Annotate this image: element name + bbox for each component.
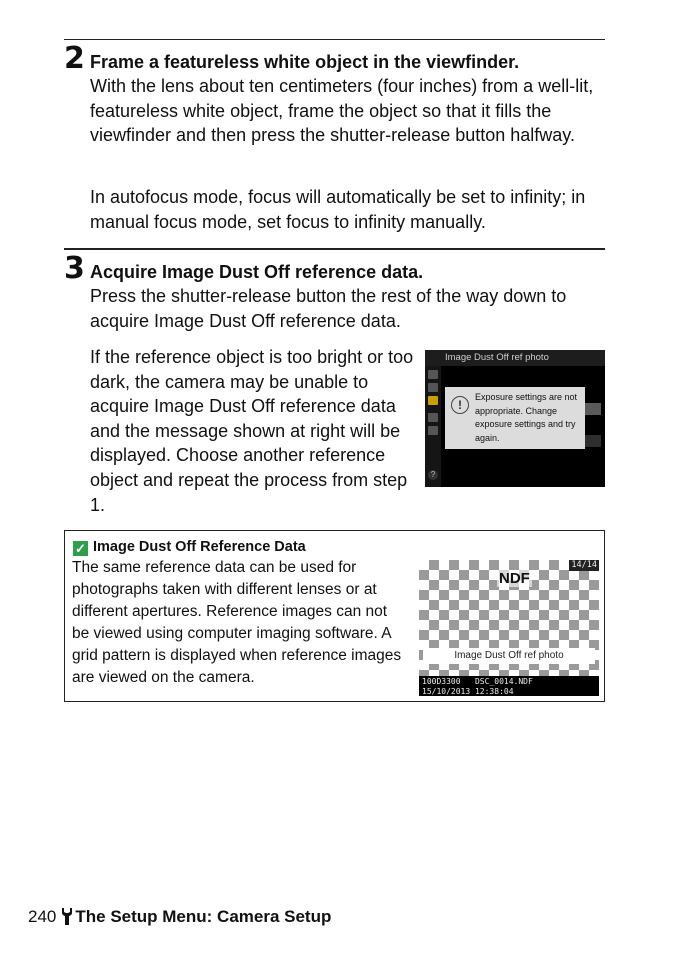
step2-paragraph-1: With the lens about ten centimeters (four inches) from a well-lit, featureless white object, frame the object so that it fills the viewfinder and then press the shutter-release button halfway. [90, 76, 594, 146]
help-icon: ? [428, 470, 438, 480]
camera-error-screen [425, 350, 605, 487]
step2-number: 2 [64, 41, 85, 76]
step3-paragraph-1: Press the shutter-release button the rest of the way down to acquire Image Dust Off reference data. [90, 286, 567, 331]
camera-menu-sidebar [425, 366, 441, 487]
page-footer [28, 906, 331, 928]
wrench-icon [61, 908, 73, 925]
playback-info-line-2: 15/10/2013 12:38:04 [422, 686, 514, 696]
note-title: Image Dust Off Reference Data [93, 539, 306, 555]
menu-row [585, 435, 601, 447]
frame-counter: 14/14 [571, 560, 597, 570]
setup-menu-tab-icon [428, 396, 438, 405]
error-message-text: Exposure settings are not appropriate. Change exposure settings and try again. [475, 392, 578, 443]
note-body: The same reference data can be used for photographs taken with different lenses or at different apertures. Reference images can not be viewed using computer imaging software. A grid pattern is displayed when reference images are viewed on the camera. [72, 559, 402, 686]
menu-row [585, 403, 601, 415]
ndf-badge: NDF [499, 570, 530, 587]
camera-screen-title: Image Dust Off ref photo [425, 350, 605, 366]
step3-rule [64, 248, 605, 250]
error-message-dialog [445, 387, 585, 449]
step2-heading: Frame a featureless white object in the viewfinder. [90, 52, 520, 72]
playback-screen [419, 560, 599, 696]
step3-paragraph-2: If the reference object is too bright or too dark, the camera may be unable to acquire Image Dust Off reference data and the message shown at right will be displayed. Choose another reference object and repeat the process from step 1. [90, 347, 414, 515]
step2-paragraph-2: In autofocus mode, focus will automatically be set to infinity; in manual focus mode, set focus to infinity manually. [90, 187, 586, 232]
note-title-row [73, 538, 306, 556]
menu-tab-icon [428, 413, 438, 422]
playback-info-line-1: 100D3300 DSC_0014.NDF [422, 677, 533, 686]
section-title: The Setup Menu: Camera Setup [75, 907, 332, 926]
checkmark-icon: ✓ [73, 541, 88, 556]
step3-heading: Acquire Image Dust Off reference data. [90, 262, 424, 282]
page-number: 240 [28, 907, 57, 926]
playback-info-bar [419, 676, 599, 696]
step2-rule [64, 39, 605, 40]
question-circle-icon: ! [451, 396, 469, 414]
menu-tab-icon [428, 383, 438, 392]
step3-number: 3 [64, 251, 85, 286]
menu-tab-icon [428, 426, 438, 435]
playback-label: Image Dust Off ref photo [423, 648, 595, 664]
menu-tab-icon [428, 370, 438, 379]
